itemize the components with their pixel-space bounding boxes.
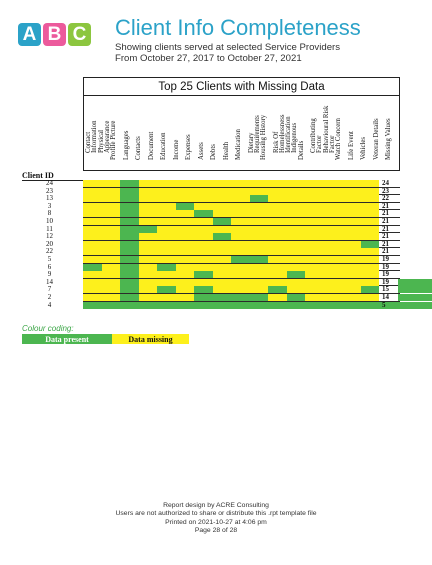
column-header <box>123 98 132 166</box>
column-header-label: Expenses <box>185 133 192 160</box>
footer-distribution-notice: Users are not authorized to share or distribute this .rpt template file <box>115 510 317 518</box>
present-cell <box>250 302 269 309</box>
present-cell <box>231 302 250 309</box>
column-header-label: Contact Information <box>85 120 99 154</box>
abc-logo <box>18 23 91 46</box>
present-cell <box>120 226 139 233</box>
present-cell <box>120 210 139 217</box>
subtitle-line-2: From October 27, 2017 to October 27, 2021 <box>115 53 302 64</box>
column-header <box>185 98 194 166</box>
present-cell <box>231 256 250 263</box>
column-header-label: Vehicles <box>360 136 367 160</box>
present-cell <box>176 203 195 210</box>
client-row <box>47 292 400 302</box>
column-header <box>310 98 324 166</box>
present-cell <box>398 279 417 286</box>
present-cell <box>157 302 176 309</box>
column-header <box>235 98 244 166</box>
present-cell <box>416 279 432 286</box>
missing-count: 22 <box>382 194 389 203</box>
client-id-label: Client ID <box>22 171 54 180</box>
missing-count: 21 <box>382 239 389 248</box>
column-header-box <box>83 96 400 171</box>
present-cell <box>139 302 158 309</box>
column-header <box>85 98 99 166</box>
present-cell <box>231 294 250 301</box>
present-cell <box>83 302 102 309</box>
missing-count: 21 <box>382 232 389 241</box>
client-id: 14 <box>46 277 53 286</box>
present-cell <box>361 241 380 248</box>
legend-data-present: Data present <box>22 334 112 344</box>
present-cell <box>194 210 213 217</box>
present-cell <box>416 294 432 301</box>
column-header-label: Education <box>160 132 167 160</box>
client-id: 23 <box>46 186 53 195</box>
client-id: 13 <box>46 194 53 203</box>
missing-count: 19 <box>382 277 389 286</box>
client-id: 22 <box>46 247 53 256</box>
client-row <box>46 194 400 203</box>
present-cell <box>342 302 361 309</box>
present-cell <box>120 256 139 263</box>
client-row <box>47 285 400 294</box>
client-row <box>47 262 400 272</box>
column-header <box>335 98 344 166</box>
missing-count: 21 <box>382 209 389 218</box>
present-cell <box>139 226 158 233</box>
present-cell <box>305 302 324 309</box>
column-header-label: Veteran Details <box>372 117 380 160</box>
column-header <box>247 98 261 166</box>
present-cell <box>250 256 269 263</box>
client-id: 5 <box>47 254 52 263</box>
missing-count: 5 <box>382 300 386 309</box>
client-id: 11 <box>46 224 53 233</box>
present-cell <box>120 203 139 210</box>
client-row <box>46 224 400 234</box>
missing-count: 21 <box>382 247 389 256</box>
column-header <box>360 98 369 166</box>
missing-count: 21 <box>382 224 389 233</box>
column-header-label: Debts <box>210 143 217 160</box>
present-cell <box>268 286 287 293</box>
present-cell <box>361 302 380 309</box>
present-cell <box>194 302 213 309</box>
client-row <box>46 179 400 188</box>
present-cell <box>157 264 176 271</box>
present-cell <box>176 302 195 309</box>
present-cell <box>120 286 139 293</box>
logo-letter-a: A <box>18 23 41 46</box>
column-header <box>322 98 336 166</box>
column-header-label: Missing Values <box>385 117 392 160</box>
missing-count: 19 <box>382 262 389 271</box>
report-subtitle <box>115 42 340 64</box>
column-header-label: Document <box>147 131 155 160</box>
client-id: 12 <box>46 232 53 241</box>
column-header-label: Profile Picture <box>110 120 117 160</box>
present-cell <box>416 286 432 293</box>
missing-count: 23 <box>382 186 389 195</box>
present-cell <box>398 294 417 301</box>
client-row <box>47 270 400 279</box>
column-header-label: Housing History <box>260 114 267 160</box>
client-id: 20 <box>46 239 53 248</box>
column-header <box>298 98 307 166</box>
column-header-label: Details <box>297 140 305 160</box>
client-row <box>46 247 400 256</box>
footer-page-number: Page 28 of 28 <box>194 527 238 535</box>
column-header <box>385 98 394 166</box>
client-id: 3 <box>47 201 52 210</box>
present-cell <box>213 302 232 309</box>
client-id: 2 <box>47 292 52 301</box>
present-cell <box>194 286 213 293</box>
column-header-label: Languages <box>122 130 130 160</box>
present-cell <box>120 264 139 271</box>
legend-data-missing: Data missing <box>112 334 189 344</box>
present-cell <box>213 294 232 301</box>
present-cell <box>194 271 213 278</box>
present-cell <box>102 302 121 309</box>
client-id: 4 <box>47 300 52 309</box>
present-cell <box>120 195 139 202</box>
logo-letter-b: B <box>43 23 66 46</box>
column-header <box>148 98 157 166</box>
missing-count: 21 <box>382 216 389 225</box>
column-header <box>198 98 207 166</box>
present-cell <box>324 302 343 309</box>
missing-count: 21 <box>382 201 389 210</box>
present-cell <box>250 195 269 202</box>
client-row <box>46 216 400 226</box>
column-header <box>223 98 232 166</box>
chart-title: Top 25 Clients with Missing Data <box>83 77 400 96</box>
missing-count: 14 <box>382 292 389 301</box>
present-cell <box>120 279 139 286</box>
column-header <box>135 98 144 166</box>
column-header-label: Contributing Factor <box>310 118 324 154</box>
column-header-label: Identification Indigenous <box>285 116 299 154</box>
present-cell <box>250 294 269 301</box>
column-header <box>210 98 219 166</box>
present-cell <box>83 264 102 271</box>
present-cell <box>398 286 417 293</box>
present-cell <box>120 180 139 187</box>
column-header <box>110 98 119 166</box>
missing-count: 15 <box>382 285 389 294</box>
present-cell <box>120 241 139 248</box>
client-row <box>46 232 400 241</box>
report-title: Client Info Completeness <box>115 15 361 40</box>
column-header-label: Contacts <box>135 135 142 160</box>
present-cell <box>120 233 139 240</box>
present-cell <box>398 302 417 309</box>
client-row <box>46 186 400 196</box>
column-header-label: Physical Appearance <box>97 120 111 154</box>
column-header-label: Dietary Requirements <box>247 115 261 154</box>
present-cell <box>120 294 139 301</box>
completeness-grid <box>46 179 400 309</box>
column-header-label: Medication <box>235 128 242 160</box>
logo-letter-c: C <box>68 23 91 46</box>
colour-coding-label: Colour coding: <box>22 324 74 333</box>
present-cell <box>120 271 139 278</box>
missing-count: 24 <box>382 179 389 187</box>
column-header-label: Risk Of Homelessness <box>272 114 286 154</box>
column-header-label: Assets <box>197 141 205 160</box>
client-row <box>47 254 400 264</box>
present-cell <box>120 248 139 255</box>
column-header-label: Income <box>172 139 180 160</box>
footer-design-credit: Report design by ACRE Consulting <box>163 502 269 509</box>
missing-count: 19 <box>382 270 389 279</box>
column-header <box>285 98 299 166</box>
column-header <box>272 98 286 166</box>
column-header <box>160 98 169 166</box>
client-id: 7 <box>47 285 52 294</box>
client-row <box>47 209 400 218</box>
client-id: 10 <box>46 216 53 225</box>
present-cell <box>120 302 139 309</box>
client-id: 8 <box>47 209 52 218</box>
missing-count: 19 <box>382 254 389 263</box>
column-header <box>373 98 382 166</box>
present-cell <box>287 302 306 309</box>
client-id: 24 <box>46 179 53 187</box>
subtitle-line-1: Showing clients served at selected Service Providers <box>115 42 341 53</box>
client-row <box>47 201 400 211</box>
client-id: 6 <box>47 262 52 271</box>
client-row <box>46 277 400 287</box>
report-footer <box>0 502 432 536</box>
present-cell <box>213 218 232 225</box>
column-header <box>173 98 182 166</box>
present-cell <box>361 286 380 293</box>
footer-print-timestamp: Printed on 2021-10-27 at 4:06 pm <box>165 518 267 526</box>
present-cell <box>287 294 306 301</box>
present-cell <box>287 271 306 278</box>
column-header-label: Behavioural Risk Factor <box>322 105 336 154</box>
column-header <box>260 98 269 166</box>
present-cell <box>120 188 139 195</box>
client-row <box>46 239 400 249</box>
column-header-label: Life Event <box>347 130 355 160</box>
column-header <box>97 98 111 166</box>
present-cell <box>416 302 432 309</box>
present-cell <box>120 218 139 225</box>
present-cell <box>213 233 232 240</box>
client-id: 9 <box>47 270 52 279</box>
column-header <box>348 98 357 166</box>
column-header-label: Watch Concern <box>335 117 342 160</box>
client-row <box>47 300 400 310</box>
present-cell <box>268 302 287 309</box>
present-cell <box>194 294 213 301</box>
present-cell <box>157 286 176 293</box>
column-header-label: Health <box>222 141 230 160</box>
